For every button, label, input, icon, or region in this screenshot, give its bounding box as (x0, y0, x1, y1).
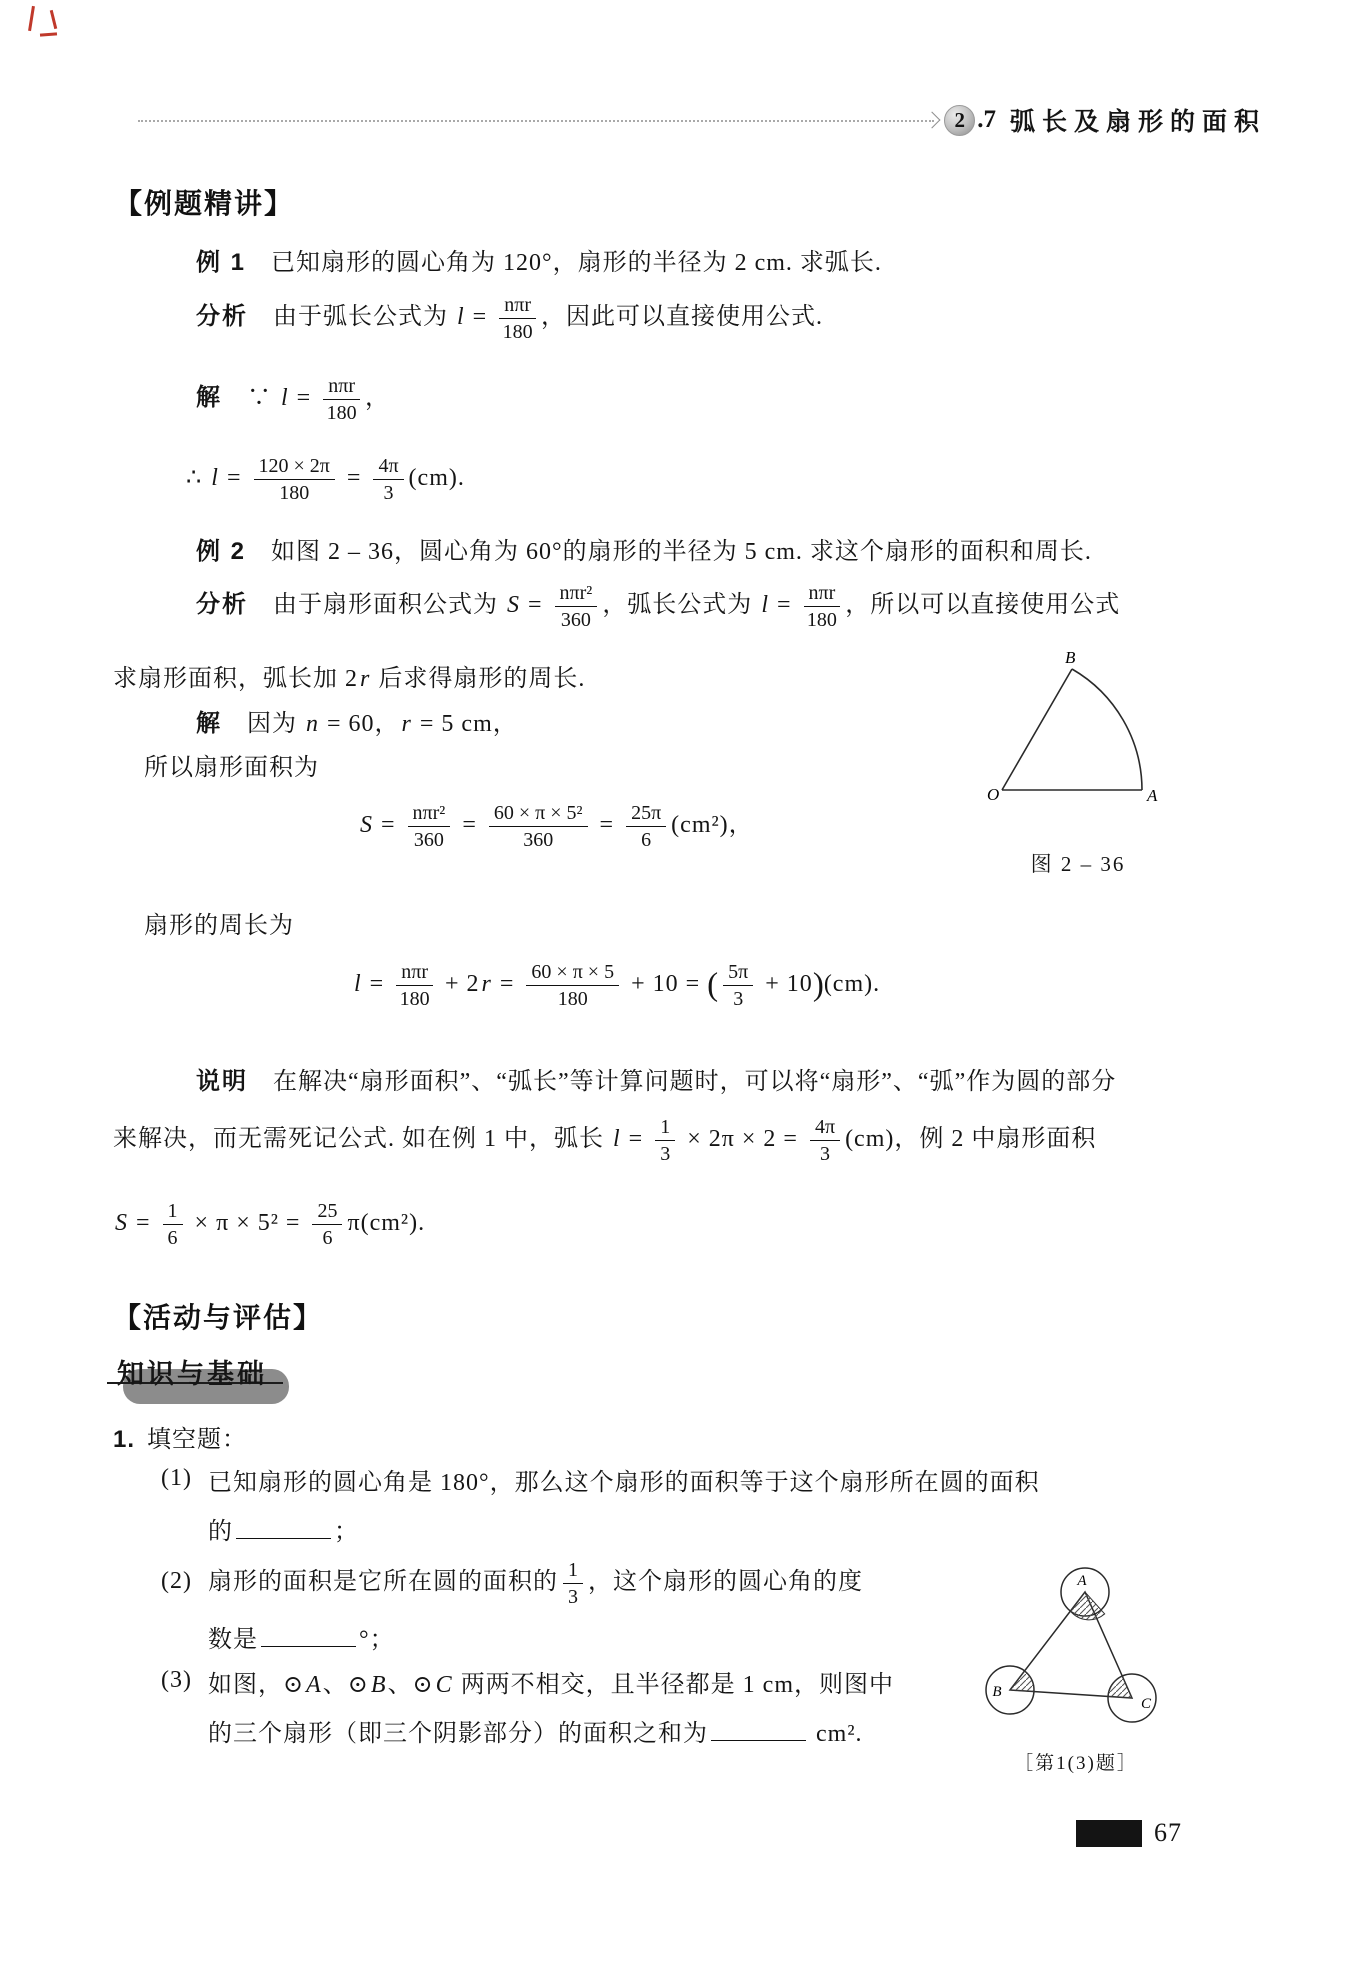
print-mark (50, 10, 58, 29)
section-title: 弧长及扇形的面积 (1009, 109, 1266, 136)
knowledge-basics-label: 知识与基础 (117, 1359, 267, 1389)
example1-solution-line1: 解 ∵ l = $\frac{\text{nπr}}{180}$ ， (196, 375, 390, 424)
figure13-label-b: B (992, 1684, 1002, 1700)
section-number-badge: 2 (944, 105, 975, 136)
example2-solution-line2: 所以扇形面积为 (144, 755, 319, 781)
note-line1: 说明 在解决“扇形面积”、“弧长”等计算问题时，可以将“扇形”、“弧”作为圆的部分 (196, 1068, 1117, 1095)
page-header (138, 103, 1266, 137)
example2-area-formula: S = $\frac{\text{nπr²}}{360}$ = $\frac{\text{60 × π × 5²}}{360}$ = $\frac{25\pi}{6}$ (cm²)， (360, 802, 754, 851)
print-mark (40, 32, 57, 36)
note-line3: S = $\frac{1}{6}$ × π × 5² = $\frac{25}{6}$ π(cm²). (115, 1200, 426, 1249)
problem1-number: 1. (113, 1426, 136, 1453)
example2-perimeter-formula: l = $\frac{\text{nπr}}{180}$ + 2r = $\frac{60 \times \pi \times 5}{180}$ + 10 = ( $\frac{5\pi}{3}$ + 10)(cm). (354, 961, 881, 1010)
item1-line2: 的 ； (208, 1511, 1040, 1546)
figure-2-36 (986, 650, 1170, 810)
item2-number: (2) (161, 1568, 192, 1594)
examples-section-header: 【例题精讲】 (114, 188, 295, 219)
three-circles-figure (978, 1560, 1174, 1732)
problem1-item-3 (161, 1664, 894, 1748)
sector-figure (986, 650, 1170, 810)
problem1-item-1 (161, 1462, 1040, 1546)
figure13-label-a: A (1077, 1573, 1087, 1589)
item3-number: (3) (161, 1667, 192, 1693)
knowledge-basics-header (113, 1352, 277, 1395)
figure236-label-o: O (987, 785, 1000, 804)
item1-number: (1) (161, 1465, 192, 1491)
arrow-right-icon (924, 112, 941, 129)
footer-bar (1076, 1820, 1142, 1847)
section-suffix: .7 (977, 106, 996, 133)
figure-2-36-caption: 图 2 – 36 (1030, 852, 1126, 876)
sector-radii (1002, 669, 1142, 790)
example1-solution-line2: ∴ l = $\frac{120 \times 2\pi}{180}$ = $\frac{4\pi}{3}$ (cm). (186, 455, 465, 504)
header-dotted-rule (138, 120, 934, 122)
note-line2: 来解决，而无需死记公式. 如在例 1 中，弧长 l = $\frac{1}{3}$ × 2π × 2 = $\frac{4\pi}{3}$ (cm)，例 2 中扇形面积 (113, 1116, 1097, 1165)
page-number: 67 (1154, 1818, 1182, 1847)
example2-statement: 例 2 如图 2 – 36，圆心角为 60°的扇形的半径为 5 cm. 求这个扇形的面积和周长. (196, 538, 1092, 565)
figure-1-3 (978, 1560, 1174, 1732)
figure236-label-a: A (1147, 786, 1158, 805)
print-mark (28, 6, 35, 31)
activity-section-header: 【活动与评估】 (113, 1302, 324, 1333)
example2-analysis-line2: 求扇形面积，弧长加 2r 后求得扇形的周长. (113, 666, 586, 692)
item3-line1: 如图，⊙A、⊙B、⊙C 两两不相交，且半径都是 1 cm，则图中 (208, 1672, 895, 1698)
sector-arc (1072, 669, 1142, 790)
item2-line1: 扇形的面积是它所在圆的面积的 $\frac{1}{3}$ ，这个扇形的圆心角的度 (208, 1559, 863, 1608)
problem1-header (113, 1419, 247, 1454)
problem1-item-2 (161, 1556, 863, 1654)
example2-analysis-line1: 分析 由于扇形面积公式为 S = $\frac{\text{nπr²}}{360}$ ，弧长公式为 l = $\frac{\text{nπr}}{180}$ ，所以可以直接使用公式 (196, 582, 1121, 631)
figure13-label-c: C (1140, 1696, 1152, 1712)
example1-analysis: 分析 由于弧长公式为 l = $\frac{\text{nπr}}{180}$ ，因此可以直接使用公式. (196, 294, 823, 343)
problem1-title: 填空题： (147, 1427, 248, 1453)
example1-statement: 例 1 已知扇形的圆心角为 120°，扇形的半径为 2 cm. 求弧长. (196, 249, 882, 276)
item1-line1: 已知扇形的圆心角是 180°，那么这个扇形的面积等于这个扇形所在圆的面积 (208, 1470, 1040, 1496)
item3-line2: 的三个扇形（即三个阴影部分）的面积之和为 cm². (208, 1713, 894, 1748)
figure236-label-b: B (1065, 650, 1076, 667)
example2-solution-line3: 扇形的周长为 (144, 913, 294, 939)
figure-1-3-caption: ［第1(3)题］ (1014, 1753, 1138, 1774)
item2-line2: 数是 °； (208, 1619, 863, 1654)
example2-solution-line1: 解 因为 n = 60，r = 5 cm， (196, 710, 518, 737)
